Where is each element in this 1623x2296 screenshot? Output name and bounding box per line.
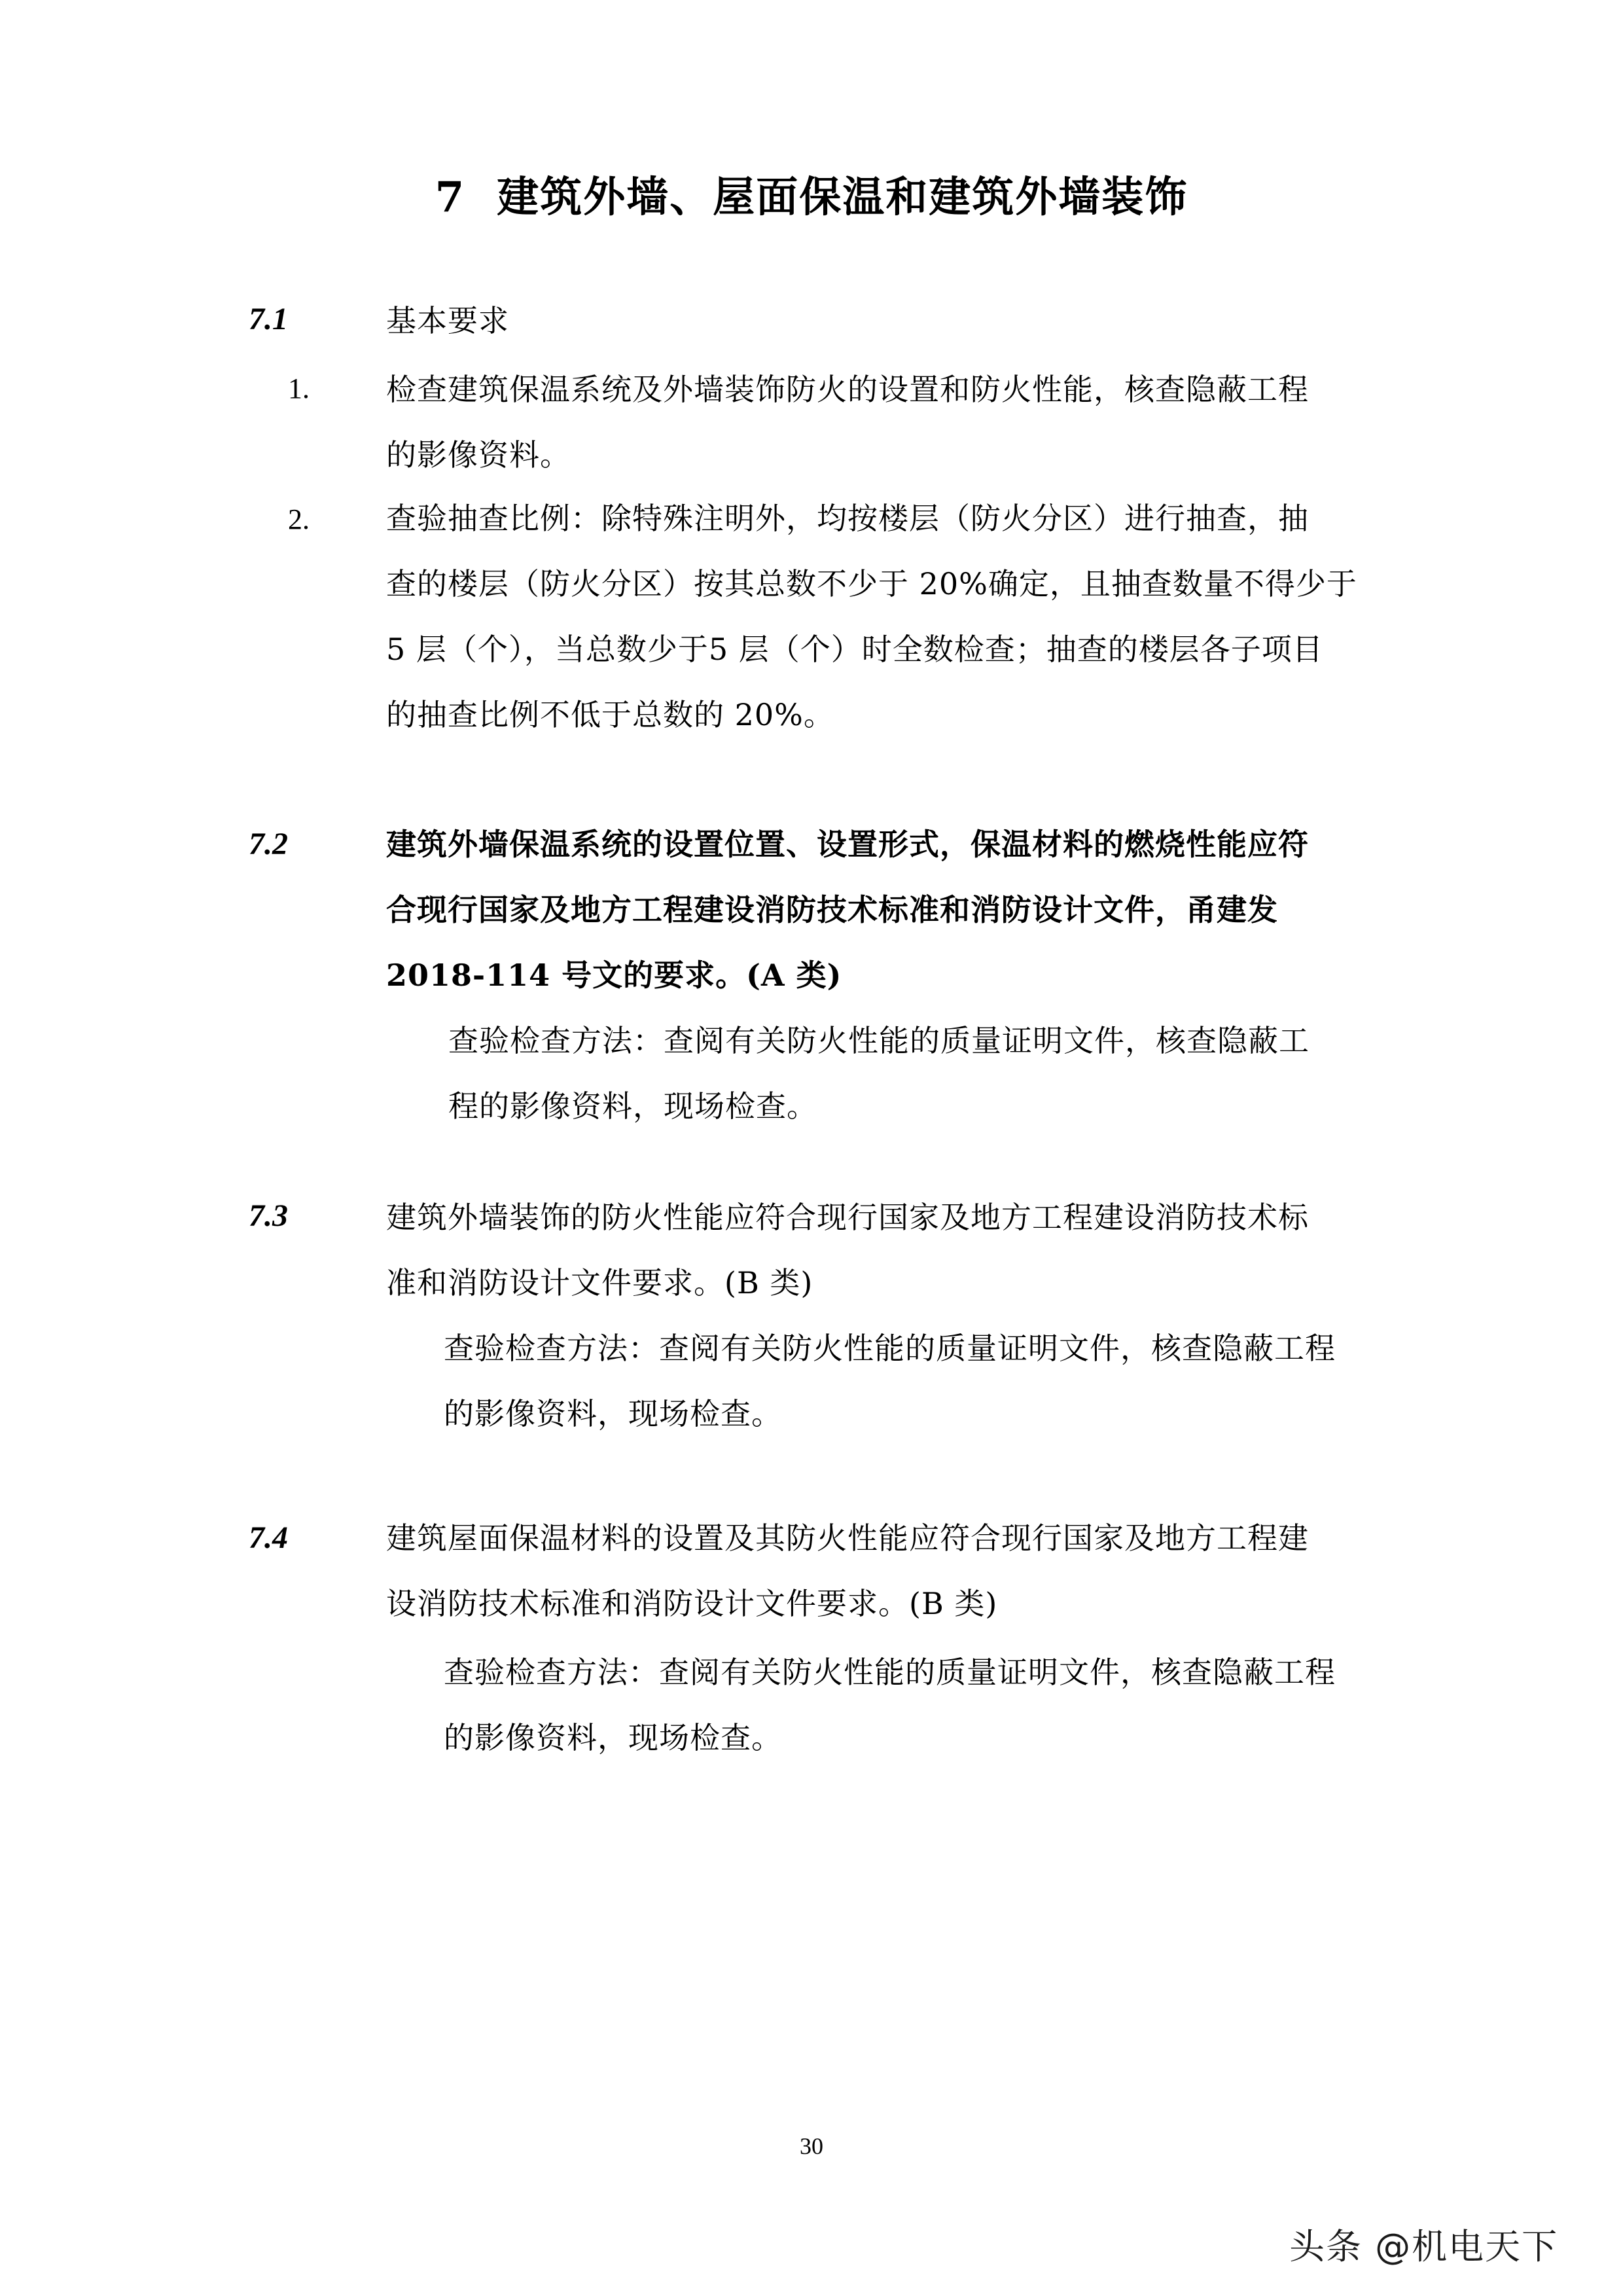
section-number-7-4: 7.4 (249, 1520, 288, 1555)
section-7-2-text: 建筑外墙保温系统的设置位置、设置形式，保温材料的燃烧性能应符 合现行国家及地方工程建设消防技术标准和消防设计文件，甬建发 2018-114 号文的要求。(A 类) (386, 827, 1309, 993)
section-7-3-text: 建筑外墙装饰的防火性能应符合现行国家及地方工程建设消防技术标 准和消防设计文件要求。(B 类) (386, 1200, 1309, 1300)
section-heading-7-1: 基本要求 (386, 303, 509, 338)
section-number-7-1: 7.1 (249, 302, 288, 336)
chapter-number: 7 (435, 173, 466, 222)
section-7-4-method: 查验检查方法：查阅有关防火性能的质量证明文件，核查隐蔽工程 的影像资料，现场检查。 (444, 1655, 1336, 1755)
section-7-2-method: 查验检查方法：查阅有关防火性能的质量证明文件，核查隐蔽工 程的影像资料，现场检查。 (448, 1023, 1310, 1124)
item-number-1: 1. (288, 372, 310, 404)
section-number-7-3: 7.3 (249, 1198, 288, 1233)
section-number-7-2: 7.2 (249, 827, 288, 861)
chapter-title-text: 建筑外墙、屋面保温和建筑外墙装饰 (497, 173, 1188, 222)
section-7-4-text: 建筑屋面保温材料的设置及其防火性能应符合现行国家及地方工程建 设消防技术标准和消防设计文件要求。(B 类) (386, 1520, 1309, 1621)
chapter-title (0, 164, 1623, 224)
page-number: 30 (800, 2133, 823, 2159)
section-7-3-method: 查验检查方法：查阅有关防火性能的质量证明文件，核查隐蔽工程 的影像资料，现场检查。 (444, 1331, 1336, 1431)
item-1-text: 检查建筑保温系统及外墙装饰防火的设置和防火性能，核查隐蔽工程 的影像资料。 (386, 372, 1309, 473)
item-2-text: 查验抽查比例：除特殊注明外，均按楼层（防火分区）进行抽查，抽 查的楼层（防火分区）按其总数不少于 20%确定，且抽查数量不得少于 5 层（个），当总数少于5 层（个）时全数检查；抽查的楼层各子项目 的抽查比例不低于总数的 20%。 (386, 501, 1357, 732)
watermark: 头条 @机电天下 (1289, 2226, 1559, 2267)
item-number-2: 2. (288, 503, 310, 535)
